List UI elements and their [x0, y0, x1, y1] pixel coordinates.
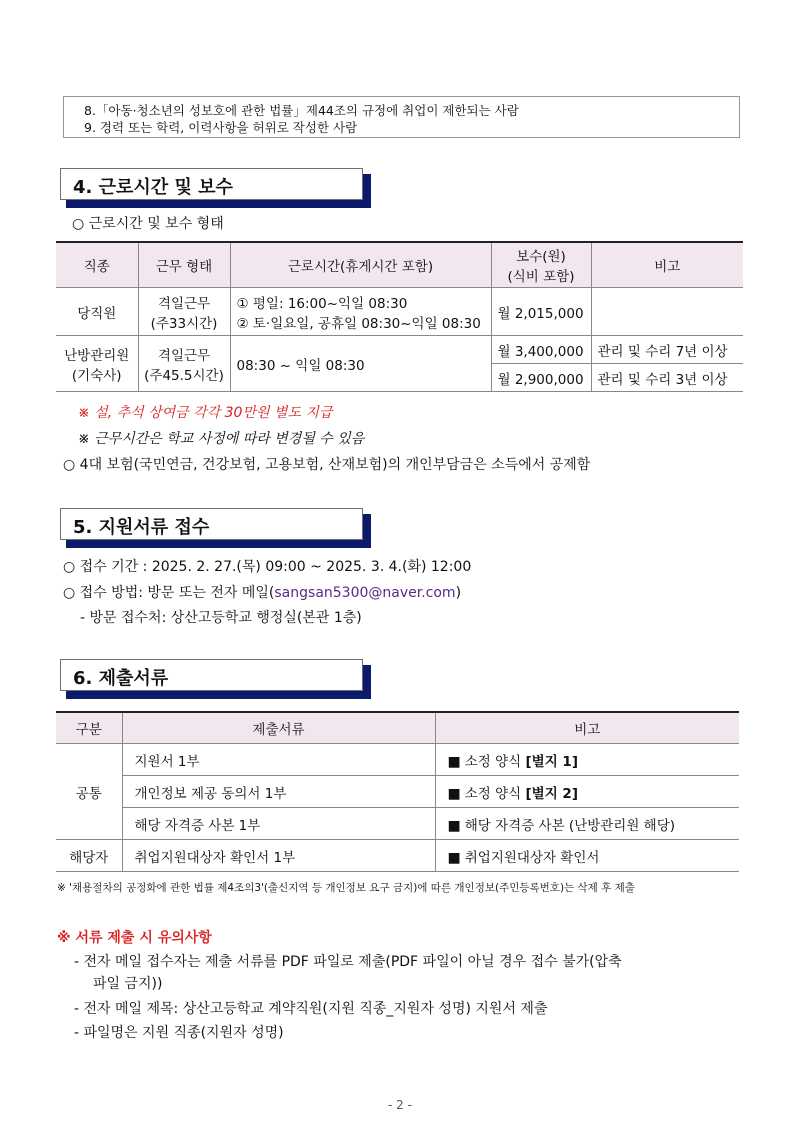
hours-change-note: ※ 근무시간은 학교 사정에 따라 변경될 수 있음 [78, 431, 365, 447]
square-bullet-icon: ■ [447, 849, 461, 866]
caution-item-1-cont: 파일 금지)) [93, 976, 163, 992]
pay-cell: 월 2,900,000 [491, 364, 591, 392]
header-note: 비고 [591, 242, 743, 288]
job-cell: 당직원 [56, 288, 138, 336]
section-4-heading [60, 168, 365, 202]
section-5-title: 5. 지원서류 접수 [73, 517, 210, 538]
documents-table [56, 711, 739, 872]
disqualification-item-9: 9. 경력 또는 학력, 이력사항을 허위로 작성한 사람 [84, 120, 358, 135]
disqualification-box [63, 96, 740, 138]
work-hours-cell: 08:30 ~ 익일 08:30 [230, 336, 491, 392]
caution-item-2: - 전자 메일 제목: 상산고등학교 계약직원(지원 직종_지원자 성명) 지원서 제출 [74, 1001, 548, 1017]
note-cell [591, 288, 743, 336]
pay-cell: 월 3,400,000 [491, 336, 591, 364]
header-work-type: 근무 형태 [138, 242, 230, 288]
note-cell: 관리 및 수리 3년 이상 [591, 364, 743, 392]
table-header-row [56, 242, 743, 288]
cautions-title: ※ 서류 제출 시 유의사항 [57, 930, 212, 946]
header-documents: 제출서류 [122, 712, 435, 744]
work-type-cell: 격일근무 (주45.5시간) [138, 336, 230, 392]
header-work-hours: 근로시간(휴게시간 포함) [230, 242, 491, 288]
visit-location: - 방문 접수처: 상산고등학교 행정실(본관 1층) [80, 610, 362, 626]
note-cell: ■ 해당 자격증 사본 (난방관리원 해당) [435, 808, 739, 840]
document-cell: 취업지원대상자 확인서 1부 [122, 840, 435, 872]
caution-item-1: - 전자 메일 접수자는 제출 서류를 PDF 파일로 제출(PDF 파일이 아닐 경우 접수 불가(압축 [74, 954, 622, 970]
square-bullet-icon: ■ [447, 817, 461, 834]
header-category: 구분 [56, 712, 122, 744]
square-bullet-icon: ■ [447, 753, 461, 770]
category-applicable: 해당자 [56, 840, 122, 872]
work-hours-pay-table [56, 241, 743, 392]
note-cell: ■ 취업지원대상자 확인서 [435, 840, 739, 872]
table-row [56, 840, 739, 872]
table-row [56, 336, 743, 364]
table-row [56, 288, 743, 336]
work-hours-cell: ① 평일: 16:00~익일 08:30 ② 토·일요일, 공휴일 08:30~익일 08:30 [230, 288, 491, 336]
table-row [56, 776, 739, 808]
application-method: ○ 접수 방법: 방문 또는 전자 메일(sangsan5300@naver.com) [63, 585, 462, 601]
header-note: 비고 [435, 712, 739, 744]
work-type-cell: 격일근무 (주33시간) [138, 288, 230, 336]
document-cell: 해당 자격증 사본 1부 [122, 808, 435, 840]
section-5-heading [60, 508, 365, 542]
table-header-row [56, 712, 739, 744]
document-cell: 개인정보 제공 동의서 1부 [122, 776, 435, 808]
documents-footnote: ※ '채용절차의 공정화에 관한 법률 제4조의3'(출신지역 등 개인정보 요구 금지)에 따른 개인정보(주민등록번호)는 삭제 후 제출 [57, 882, 635, 894]
category-common: 공통 [56, 744, 122, 840]
insurance-note: ○ 4대 보험(국민연금, 건강보험, 고용보험, 산재보험)의 개인부담금은 소득에서 공제함 [63, 457, 591, 473]
table-row [56, 744, 739, 776]
caution-item-3: - 파일명은 지원 직종(지원자 성명) [74, 1025, 284, 1041]
note-cell: ■ 소정 양식 [별지 1] [435, 744, 739, 776]
pay-cell: 월 2,015,000 [491, 288, 591, 336]
email-link[interactable]: sangsan5300@naver.com [274, 585, 456, 601]
section-4-subtitle: ○ 근로시간 및 보수 형태 [72, 216, 224, 232]
table-row [56, 808, 739, 840]
header-job: 직종 [56, 242, 138, 288]
square-bullet-icon: ■ [447, 785, 461, 802]
header-pay: 보수(원) (식비 포함) [491, 242, 591, 288]
section-6-heading [60, 659, 365, 693]
section-4-title: 4. 근로시간 및 보수 [73, 177, 233, 198]
disqualification-item-8: 8.「아동·청소년의 성보호에 관한 법률」제44조의 규정에 취업이 제한되는 사람 [84, 103, 519, 118]
job-cell: 난방관리원 (기숙사) [56, 336, 138, 392]
application-period: ○ 접수 기간 : 2025. 2. 27.(목) 09:00 ~ 2025. 3. 4.(화) 12:00 [63, 559, 472, 575]
note-cell: ■ 소정 양식 [별지 2] [435, 776, 739, 808]
bonus-note: ※ 설, 추석 상여금 각각 30만원 별도 지급 [78, 405, 333, 421]
note-cell: 관리 및 수리 7년 이상 [591, 336, 743, 364]
document-cell: 지원서 1부 [122, 744, 435, 776]
section-6-title: 6. 제출서류 [73, 668, 169, 689]
page-number: - 2 - [388, 1098, 412, 1112]
